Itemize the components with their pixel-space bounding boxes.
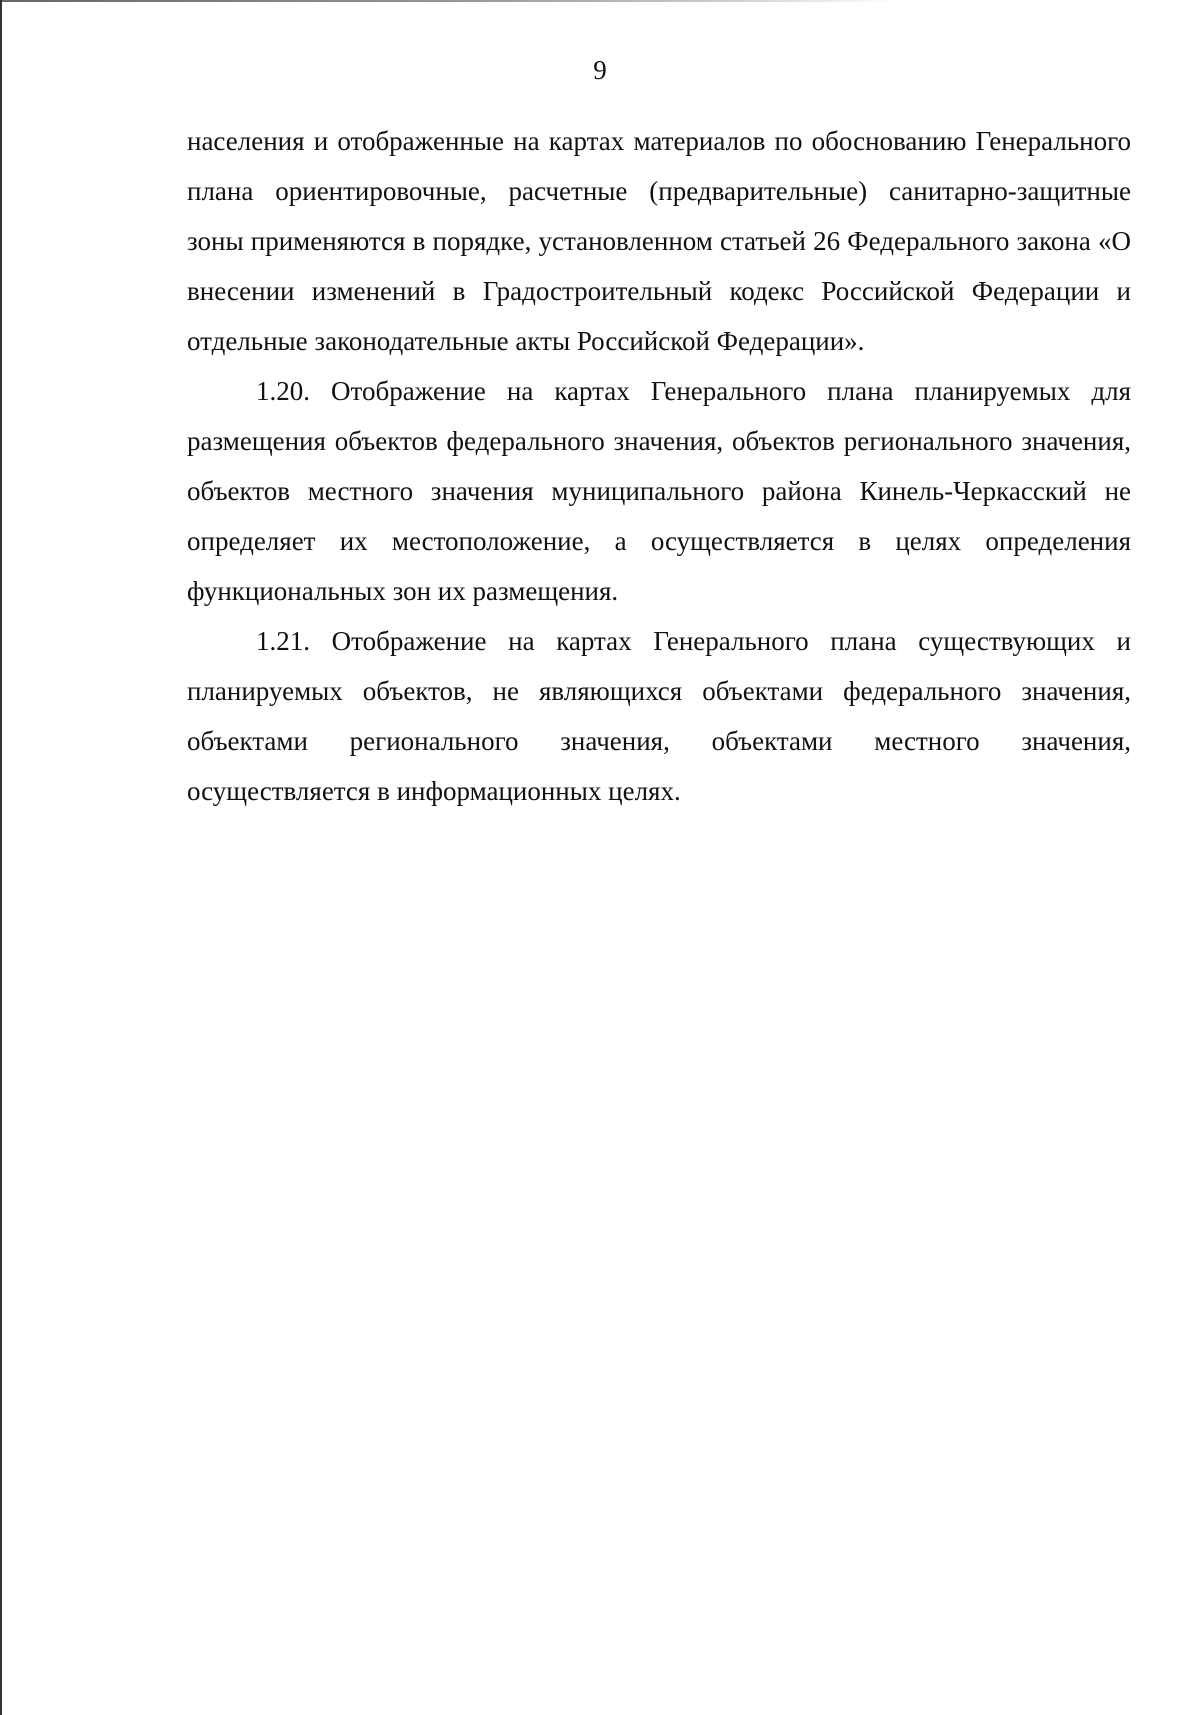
- scan-edge-left: [0, 0, 2, 1715]
- document-body: [187, 116, 1131, 816]
- paragraph-1-20: 1.20. Отображение на картах Генерального плана планируемых для размещения объектов федерального значения, объектов регионального значения, объектов местного значения муниципального района Кинель-Черкасский не определяет их местоположение, а осуществляется в целях определения функциональных зон их размещения.: [187, 376, 1131, 606]
- paragraph-1-21: 1.21. Отображение на картах Генерального плана существующих и планируемых объектов, не являющихся объектами федерального значения, объектами регионального значения, объектами местного значения, осуществляется в информационных целях.: [187, 626, 1131, 806]
- page-number: 9: [593, 55, 607, 85]
- scan-edge-top: [0, 0, 1200, 2]
- paragraph-continuation: населения и отображенные на картах материалов по обоснованию Генерального плана ориентировочные, расчетные (предварительные) санитарно-защитные зоны применяются в порядке, установленном статьей 26 Федерального закона «О внесении изменений в Градостроительный кодекс Российской Федерации и отдельные законодательные акты Российской Федерации».: [187, 126, 1131, 356]
